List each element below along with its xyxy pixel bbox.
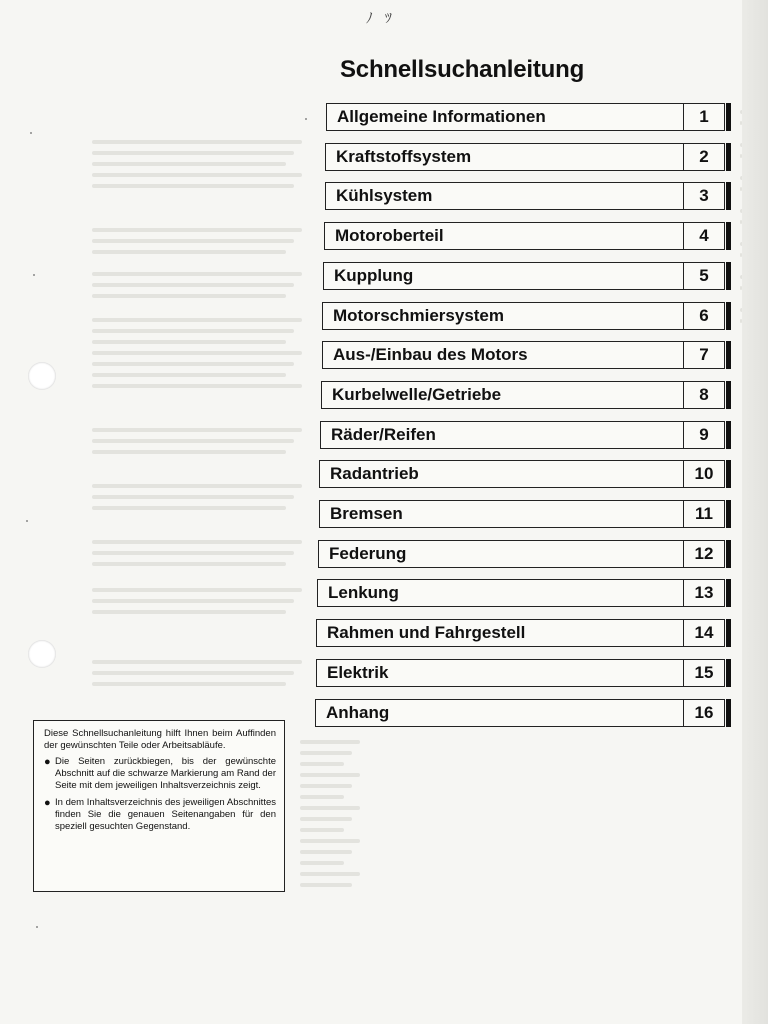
ghost-line <box>92 599 294 603</box>
usage-note-text: In dem Inhaltsverzeichnis des jeweiligen Abschnittes finden Sie die genauen Seitenangaben für den speziell gesuchten Gegenstand. <box>55 797 276 832</box>
section-number: 13 <box>683 579 725 607</box>
page-title: Schnellsuchanleitung <box>340 56 585 83</box>
section-label: Lenkung <box>317 579 683 607</box>
ghost-line <box>92 660 302 664</box>
black-edge-marker <box>726 500 731 528</box>
black-edge-marker <box>726 103 731 131</box>
section-number: 1 <box>683 103 725 131</box>
ghost-line <box>92 184 294 188</box>
section-number: 5 <box>683 262 725 290</box>
section-tab-7[interactable] <box>322 341 731 371</box>
section-number: 15 <box>683 659 725 687</box>
ghost-line <box>300 839 360 843</box>
ghost-line <box>92 239 294 243</box>
black-edge-marker <box>726 143 731 171</box>
black-edge-marker <box>726 341 731 369</box>
ghost-line <box>92 373 286 377</box>
section-tab-8[interactable] <box>321 381 731 411</box>
paper-speck <box>305 118 307 120</box>
section-tab-5[interactable] <box>323 262 731 292</box>
section-tab-1[interactable] <box>326 103 731 133</box>
ghost-line <box>92 340 286 344</box>
section-tab-14[interactable] <box>316 619 731 649</box>
black-edge-marker <box>726 579 731 607</box>
ghost-line <box>92 272 302 276</box>
section-label: Federung <box>318 540 683 568</box>
black-edge-marker <box>726 262 731 290</box>
bullet-icon: ● <box>44 756 51 768</box>
section-number: 10 <box>683 460 725 488</box>
section-number: 2 <box>683 143 725 171</box>
page-right-edge <box>742 0 768 1024</box>
ghost-line <box>92 294 286 298</box>
section-label: Anhang <box>315 699 683 727</box>
section-label: Rahmen und Fahrgestell <box>316 619 683 647</box>
usage-note-box <box>33 720 285 892</box>
ghost-line <box>92 362 294 366</box>
black-edge-marker <box>726 421 731 449</box>
black-edge-marker <box>726 699 731 727</box>
black-edge-marker <box>726 222 731 250</box>
section-number: 16 <box>683 699 725 727</box>
ghost-line <box>300 861 344 865</box>
ghost-line <box>92 283 294 287</box>
ghost-line <box>92 151 294 155</box>
ghost-line <box>92 540 302 544</box>
ghost-line <box>92 228 302 232</box>
section-number: 3 <box>683 182 725 210</box>
usage-note-item <box>44 756 276 792</box>
black-edge-marker <box>726 540 731 568</box>
ghost-line <box>92 450 286 454</box>
section-tab-11[interactable] <box>319 500 731 530</box>
ghost-line <box>92 671 294 675</box>
section-number: 12 <box>683 540 725 568</box>
section-label: Kühlsystem <box>325 182 683 210</box>
paper-speck <box>33 274 35 276</box>
section-number: 7 <box>683 341 725 369</box>
section-tab-13[interactable] <box>317 579 731 609</box>
ghost-line <box>300 806 360 810</box>
ghost-line <box>300 784 352 788</box>
section-tab-2[interactable] <box>325 143 731 173</box>
black-edge-marker <box>726 659 731 687</box>
usage-note-list <box>44 756 276 833</box>
ghost-line <box>92 329 294 333</box>
ghost-line <box>92 428 302 432</box>
ghost-line <box>300 828 344 832</box>
ghost-line <box>300 751 352 755</box>
section-number: 6 <box>683 302 725 330</box>
paper-speck <box>36 926 38 928</box>
ghost-line <box>300 762 344 766</box>
corner-mark: ﾉ ﾂ <box>366 10 396 26</box>
black-edge-marker <box>726 182 731 210</box>
ghost-line <box>92 551 294 555</box>
section-label: Radantrieb <box>319 460 683 488</box>
ghost-line <box>300 872 360 876</box>
usage-note-item <box>44 797 276 833</box>
ghost-line <box>300 883 352 887</box>
section-tab-12[interactable] <box>318 540 731 570</box>
black-edge-marker <box>726 619 731 647</box>
black-edge-marker <box>726 460 731 488</box>
ghost-line <box>92 173 302 177</box>
section-label: Aus-/Einbau des Motors <box>322 341 683 369</box>
ghost-line <box>92 140 302 144</box>
ghost-line <box>92 384 302 388</box>
ghost-line <box>92 484 302 488</box>
ghost-line <box>92 162 286 166</box>
ghost-line <box>92 439 294 443</box>
punch-hole-lower <box>28 640 56 668</box>
section-number: 4 <box>683 222 725 250</box>
section-number: 8 <box>683 381 725 409</box>
section-label: Kupplung <box>323 262 683 290</box>
ghost-line <box>300 795 344 799</box>
ghost-line <box>92 610 286 614</box>
bullet-icon: ● <box>44 797 51 809</box>
section-label: Bremsen <box>319 500 683 528</box>
ghost-line <box>300 817 352 821</box>
ghost-line <box>300 740 360 744</box>
section-number: 14 <box>683 619 725 647</box>
punch-hole-upper <box>28 362 56 390</box>
ghost-line <box>92 588 302 592</box>
section-tab-15[interactable] <box>316 659 731 689</box>
section-tab-6[interactable] <box>322 302 731 332</box>
black-edge-marker <box>726 381 731 409</box>
section-label: Motoroberteil <box>324 222 683 250</box>
section-number: 11 <box>683 500 725 528</box>
section-label: Räder/Reifen <box>320 421 683 449</box>
ghost-line <box>92 562 286 566</box>
usage-note-intro: Diese Schnellsuchanleitung hilft Ihnen beim Auffinden der gewünschten Teile oder Arbeitsabläufe. <box>44 728 276 751</box>
ghost-line <box>92 506 286 510</box>
section-label: Kraftstoffsystem <box>325 143 683 171</box>
paper-speck <box>30 132 32 134</box>
section-tab-4[interactable] <box>324 222 731 252</box>
section-tab-16[interactable] <box>315 699 731 729</box>
ghost-line <box>92 351 302 355</box>
ghost-line <box>92 318 302 322</box>
ghost-line <box>92 495 294 499</box>
section-number: 9 <box>683 421 725 449</box>
ghost-line <box>300 850 352 854</box>
usage-note-text: Die Seiten zurückbiegen, bis der gewünschte Abschnitt auf die schwarze Markierung am Rand der Seite mit dem jeweiligen Inhaltsverzeichnis zeigt. <box>55 756 276 791</box>
ghost-line <box>92 250 286 254</box>
section-tab-10[interactable] <box>319 460 731 490</box>
section-label: Kurbelwelle/Getriebe <box>321 381 683 409</box>
paper-speck <box>26 520 28 522</box>
section-label: Motorschmiersystem <box>322 302 683 330</box>
ghost-line <box>300 773 360 777</box>
section-tab-3[interactable] <box>325 182 731 212</box>
ghost-line <box>92 682 286 686</box>
black-edge-marker <box>726 302 731 330</box>
section-label: Allgemeine Informationen <box>326 103 683 131</box>
section-tab-9[interactable] <box>320 421 731 451</box>
section-label: Elektrik <box>316 659 683 687</box>
